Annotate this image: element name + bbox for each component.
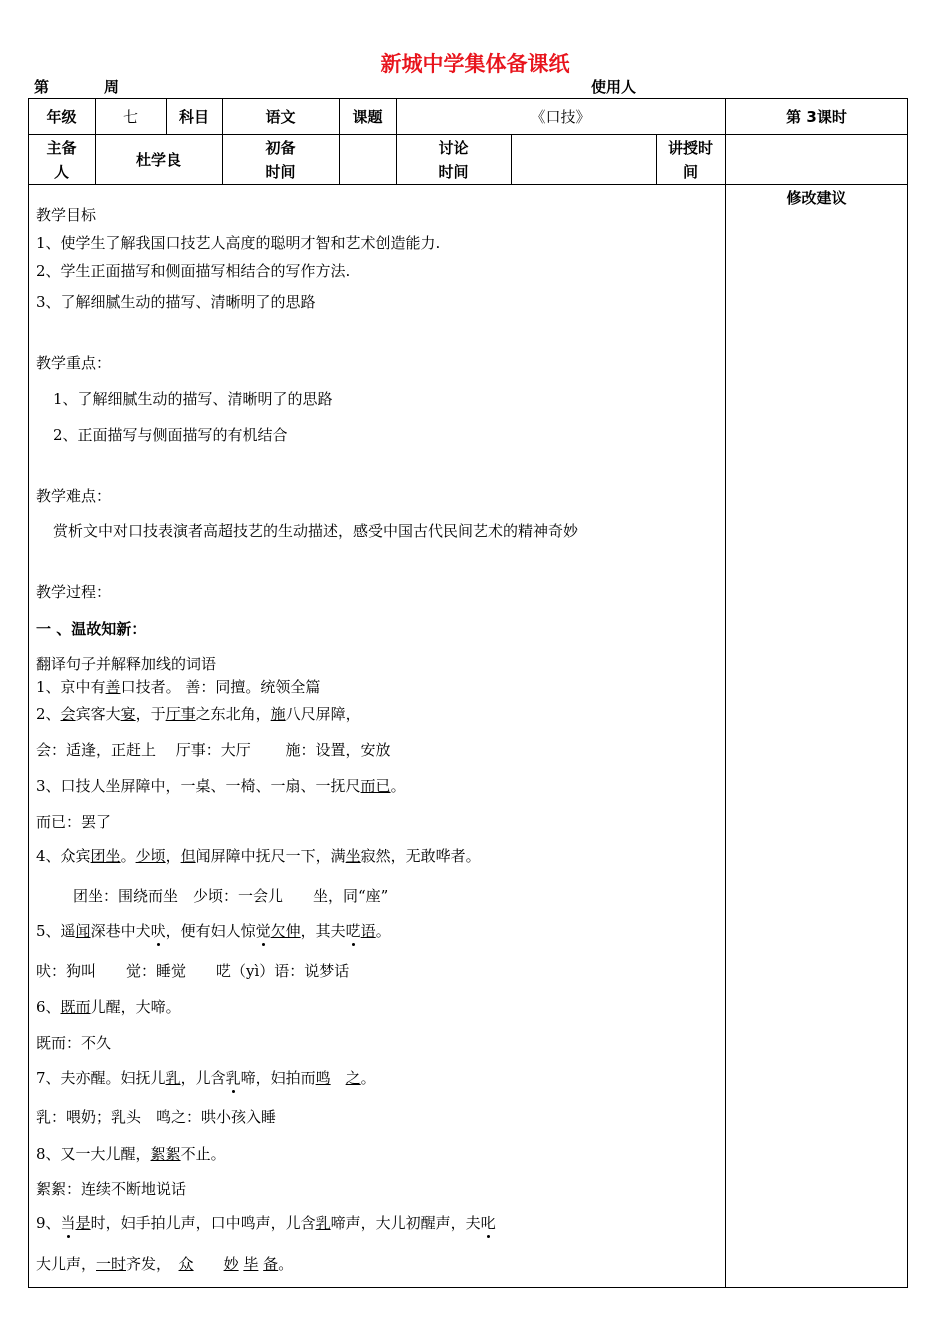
underlined-word: 众 bbox=[178, 1255, 194, 1273]
sentence-text: 。 bbox=[375, 922, 391, 940]
underlined-word: 宴 bbox=[120, 705, 136, 723]
underlined-word: 闻 bbox=[75, 922, 91, 940]
underlined-word: 鸣 bbox=[315, 1069, 331, 1087]
subject-label: 科目 bbox=[178, 107, 209, 126]
sentence-text bbox=[194, 1255, 224, 1273]
sentence-5-note: 吠：狗叫 觉：睡觉 呓（yì）语：说梦话 bbox=[36, 962, 350, 980]
underlined-word: 之 bbox=[345, 1069, 361, 1087]
underlined-word: 既而 bbox=[60, 998, 91, 1016]
sentence-9 bbox=[36, 1212, 496, 1233]
sentence-text: 闻屏障中抚尺一下，满 bbox=[195, 847, 346, 865]
sentence-text: 7、夫亦醒。妇抚儿 bbox=[36, 1069, 166, 1087]
sentence-text: 时，妇手拍儿声，口中鸣声，儿含 bbox=[90, 1214, 316, 1232]
sentence-text: 不止。 bbox=[180, 1145, 226, 1163]
sentence-text: 1、京中有 bbox=[36, 678, 106, 696]
sentence-text: 啼声，大儿初醒声，夫 bbox=[330, 1214, 481, 1232]
underlined-word: 但 bbox=[180, 847, 196, 865]
col-divider bbox=[725, 98, 726, 1288]
sentence-text: 8、又一大儿醒， bbox=[36, 1145, 151, 1163]
underlined-word: 厅事 bbox=[165, 705, 196, 723]
goals-heading: 教学目标 bbox=[36, 206, 97, 224]
sentence-text: 。 bbox=[278, 1255, 294, 1273]
page-title: 新城中学集体备课纸 bbox=[380, 52, 570, 76]
sentence-3-note: 而已：罢了 bbox=[36, 813, 112, 831]
underlined-word: 善 bbox=[105, 678, 121, 696]
sentence-text: 八尺屏障， bbox=[285, 705, 361, 723]
goal-item: 2、学生正面描写和侧面描写相结合的写作方法. bbox=[36, 262, 351, 280]
sentence-6 bbox=[36, 996, 181, 1017]
sentence-text: ，其夫 bbox=[300, 922, 346, 940]
sentence-text: 。 bbox=[120, 847, 136, 865]
dotted-word: 乳 bbox=[225, 1069, 241, 1087]
user-label: 使用人 bbox=[591, 78, 637, 96]
subject-value: 语文 bbox=[265, 107, 296, 126]
translate-instruction: 翻译句子并解释加线的词语 bbox=[36, 655, 217, 673]
dotted-word: 觉 bbox=[255, 922, 271, 940]
sentence-6-note: 既而：不久 bbox=[36, 1034, 112, 1052]
underlined-word: 施 bbox=[270, 705, 286, 723]
underlined-word: 妙 bbox=[223, 1255, 239, 1273]
sentence-9-continued bbox=[36, 1253, 293, 1274]
sentence-7-note: 乳：喂奶；乳头 鸣之：哄小孩入睡 bbox=[36, 1108, 277, 1126]
sentence-text: 啼，妇拍而 bbox=[240, 1069, 316, 1087]
sentence-text: 寂然，无敢哗者。 bbox=[360, 847, 481, 865]
teach-time-value bbox=[725, 135, 908, 184]
underlined-word: 欠伸 bbox=[270, 922, 301, 940]
discuss-time-label: 讨论 时间 bbox=[438, 138, 469, 181]
sentence-4-note: 团坐：围绕而坐 少顷：一会儿 坐，同“座” bbox=[73, 887, 389, 905]
row-divider bbox=[28, 184, 908, 185]
underlined-word: 乳 bbox=[315, 1214, 331, 1232]
prep-time-value bbox=[339, 135, 396, 184]
sentence-text: ，于 bbox=[135, 705, 166, 723]
prep-time-label: 初备 时间 bbox=[265, 138, 296, 181]
sentence-text: 深巷中犬 bbox=[90, 922, 151, 940]
sentence-2-note: 会：适逢，正赶上 厅事：大厅 施：设置，安放 bbox=[36, 741, 391, 759]
underlined-word: 坐 bbox=[345, 847, 361, 865]
grade-value: 七 bbox=[122, 107, 138, 126]
underlined-word: 会 bbox=[60, 705, 76, 723]
underlined-word: 絮絮 bbox=[150, 1145, 181, 1163]
lead-preparer-value: 杜学良 bbox=[135, 150, 181, 169]
sentence-text: 3、口技人坐屏障中，一桌、一椅、一扇、一抚尺 bbox=[36, 777, 361, 795]
sentence-1 bbox=[36, 676, 320, 697]
teach-time-label: 讲授时 间 bbox=[667, 138, 713, 181]
sentence-text: 5、遥 bbox=[36, 922, 76, 940]
underlined-word: 毕 bbox=[243, 1255, 259, 1273]
underlined-word: 备 bbox=[263, 1255, 279, 1273]
sentence-text: 。 bbox=[390, 777, 406, 795]
underlined-word: 少顷 bbox=[135, 847, 166, 865]
key-point-item: 2、正面描写与侧面描写的有机结合 bbox=[53, 426, 288, 444]
difficulty-text: 赏析文中对口技表演者高超技艺的生动描述，感受中国古代民间艺术的精神奇妙 bbox=[53, 522, 579, 540]
sentence-text: 9、 bbox=[36, 1214, 61, 1232]
sentence-text: 。 bbox=[360, 1069, 376, 1087]
sentence-8 bbox=[36, 1143, 226, 1164]
sentence-text: 齐发， bbox=[126, 1255, 179, 1273]
grade-label: 年级 bbox=[46, 107, 77, 126]
sentence-text: ，儿含 bbox=[180, 1069, 226, 1087]
topic-label: 课题 bbox=[352, 107, 383, 126]
goal-item: 1、使学生了解我国口技艺人高度的聪明才智和艺术创造能力. bbox=[36, 234, 441, 252]
sentence-text bbox=[331, 1069, 346, 1087]
underlined-word: 一时 bbox=[96, 1255, 127, 1273]
lesson-number: 第 3课时 bbox=[786, 107, 847, 126]
week-suffix: 周 bbox=[104, 78, 120, 96]
difficulty-heading: 教学难点： bbox=[36, 487, 112, 505]
sentence-text: 6、 bbox=[36, 998, 61, 1016]
dotted-word: 叱 bbox=[480, 1214, 496, 1232]
sentence-7 bbox=[36, 1067, 376, 1088]
underlined-word: 乳 bbox=[165, 1069, 181, 1087]
sentence-8-note: 絮絮：连续不断地说话 bbox=[36, 1180, 187, 1198]
underlined-word: 而已 bbox=[360, 777, 391, 795]
sentence-3 bbox=[36, 775, 406, 796]
sentence-text: 2、 bbox=[36, 705, 61, 723]
key-points-heading: 教学重点： bbox=[36, 354, 112, 372]
dotted-word: 吠 bbox=[150, 922, 166, 940]
sentence-text: ，便有妇人惊 bbox=[165, 922, 256, 940]
week-prefix: 第 bbox=[34, 78, 50, 96]
lead-preparer-label: 主备 人 bbox=[46, 138, 77, 181]
sentence-2 bbox=[36, 703, 361, 724]
revision-suggestions-header: 修改建议 bbox=[786, 189, 847, 207]
underlined-word: 语 bbox=[360, 922, 376, 940]
sentence-text: 口技者。 善：同擅。统领全篇 bbox=[120, 678, 321, 696]
sentence-text: 大儿声， bbox=[36, 1255, 97, 1273]
sentence-5 bbox=[36, 920, 391, 941]
dotted-word: 呓 bbox=[345, 922, 361, 940]
discuss-time-value bbox=[511, 135, 656, 184]
key-point-item: 1、了解细腻生动的描写、清晰明了的思路 bbox=[53, 390, 333, 408]
dotted-word: 当 bbox=[60, 1214, 76, 1232]
sentence-4 bbox=[36, 845, 481, 866]
sentence-text: ， bbox=[165, 847, 181, 865]
sentence-text: 4、众宾 bbox=[36, 847, 91, 865]
section-heading: 一 、温故知新： bbox=[36, 620, 147, 638]
sentence-text: 儿醒，大啼。 bbox=[90, 998, 181, 1016]
underlined-word: 是 bbox=[75, 1214, 91, 1232]
sentence-text: 之东北角， bbox=[195, 705, 271, 723]
process-heading: 教学过程： bbox=[36, 583, 112, 601]
topic-value: 《口技》 bbox=[530, 107, 591, 126]
goal-item: 3、了解细腻生动的描写、清晰明了的思路 bbox=[36, 293, 316, 311]
sentence-text: 宾客大 bbox=[75, 705, 121, 723]
underlined-word: 团坐 bbox=[90, 847, 121, 865]
